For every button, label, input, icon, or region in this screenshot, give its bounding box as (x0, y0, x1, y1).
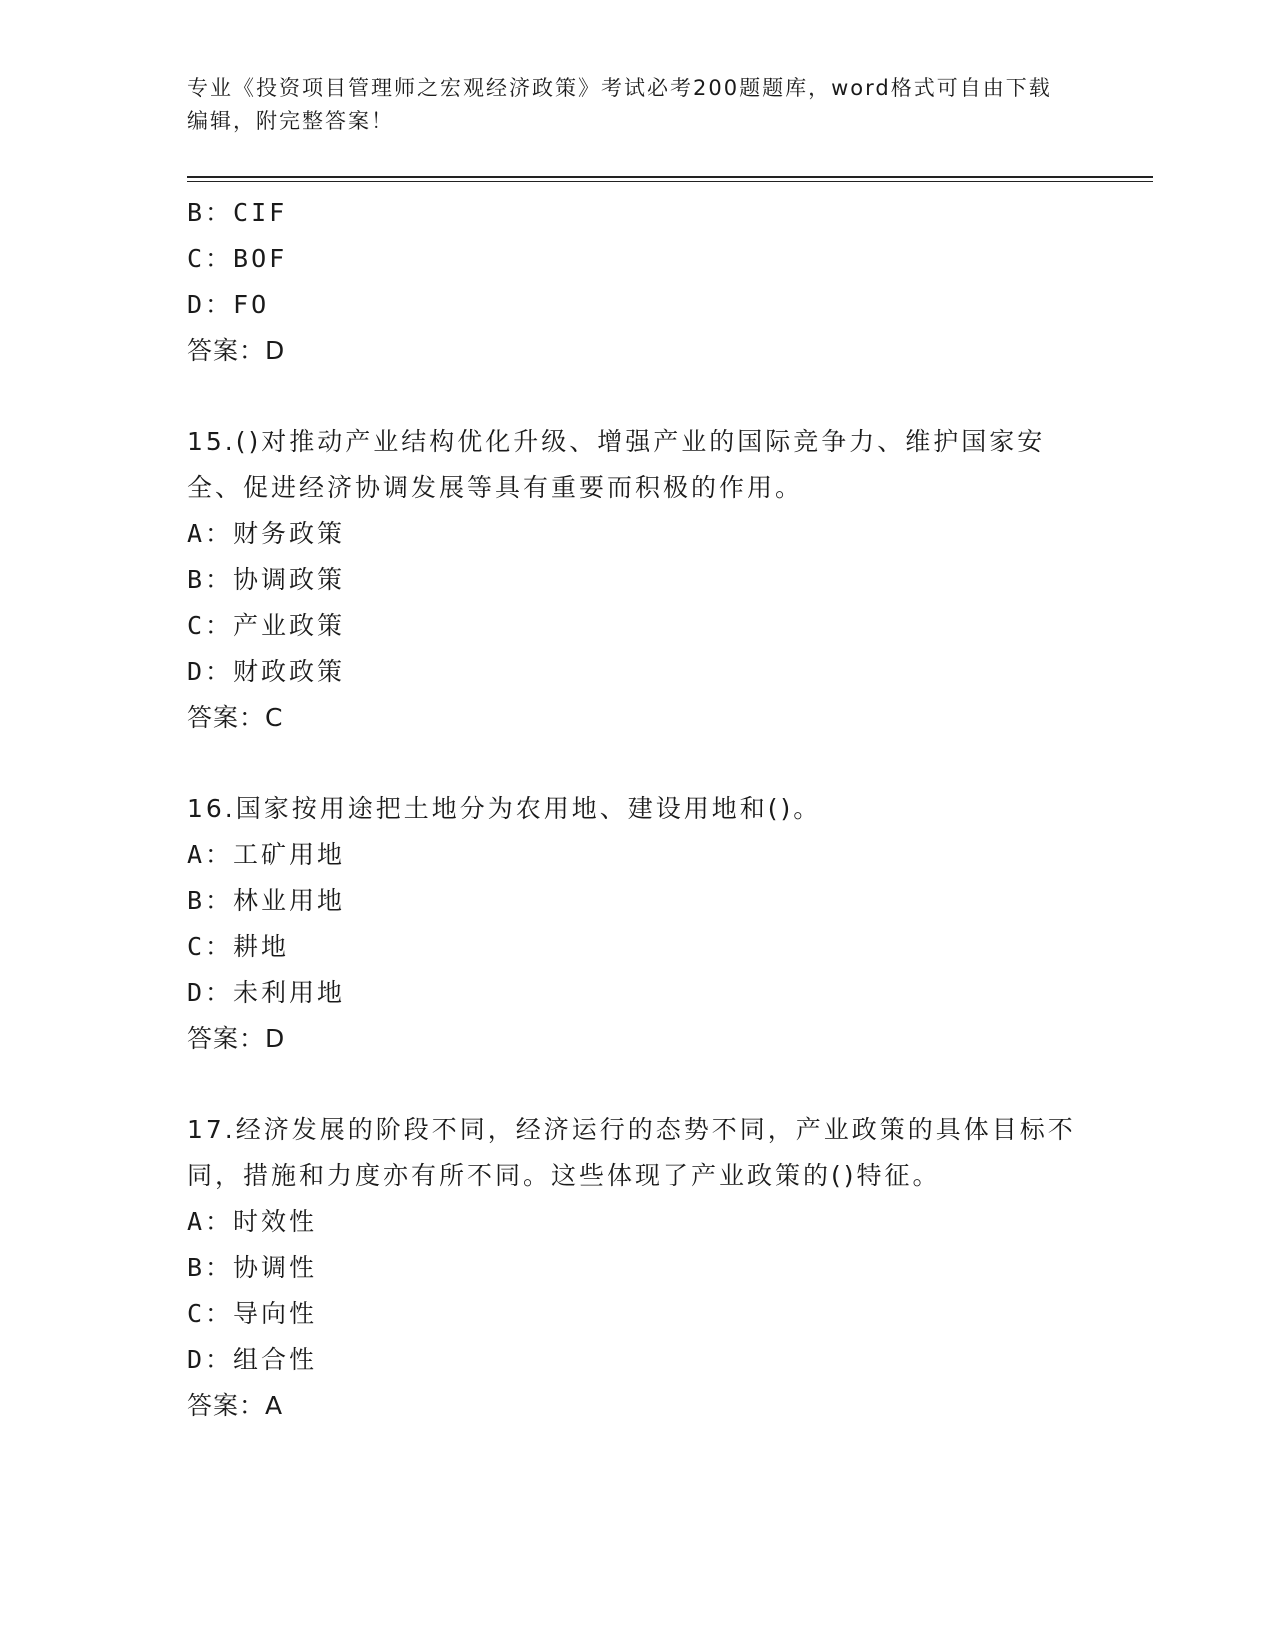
question-16-option-a: A：工矿用地 (187, 840, 346, 869)
question-16-option-b: B：林业用地 (187, 886, 346, 915)
option-b: B：CIF (187, 198, 288, 227)
question-16-option-d: D：未利用地 (187, 978, 346, 1007)
question-16-answer: 答案：D (187, 1024, 286, 1053)
question-17-option-b: B：协调性 (187, 1253, 318, 1282)
question-17-answer: 答案：A (187, 1391, 284, 1420)
header-rule-thin (187, 181, 1153, 182)
document-header: 专业《投资项目管理师之宏观经济政策》考试必考200题题库，word格式可自由下载编辑，附完整答案！ (187, 76, 1052, 133)
question-content (187, 190, 1087, 1429)
option-d: D：FO (187, 290, 270, 319)
question-15-option-b: B：协调政策 (187, 565, 346, 594)
spacer (187, 741, 1087, 786)
option-c: C：BOF (187, 244, 288, 273)
question-16-text: 16.国家按用途把土地分为农用地、建设用地和()。 (187, 794, 822, 823)
question-15-option-c: C：产业政策 (187, 611, 346, 640)
question-17-option-d: D：组合性 (187, 1345, 318, 1374)
question-15-answer: 答案：C (187, 703, 284, 732)
question-15-option-d: D：财政政策 (187, 657, 346, 686)
header-rule-thick (187, 176, 1153, 178)
spacer (187, 1062, 1087, 1107)
question-15-option-a: A：财务政策 (187, 519, 346, 548)
question-17-option-c: C：导向性 (187, 1299, 318, 1328)
question-15-text: 15.()对推动产业结构优化升级、增强产业的国际竞争力、维护国家安全、促进经济协调发展等具有重要而积极的作用。 (187, 427, 1046, 502)
spacer (187, 374, 1087, 419)
question-16-option-c: C：耕地 (187, 932, 290, 961)
question-17-text: 17.经济发展的阶段不同，经济运行的态势不同，产业政策的具体目标不同，措施和力度亦有所不同。这些体现了产业政策的()特征。 (187, 1115, 1076, 1190)
question-17-option-a: A：时效性 (187, 1207, 318, 1236)
answer: 答案：D (187, 336, 286, 365)
